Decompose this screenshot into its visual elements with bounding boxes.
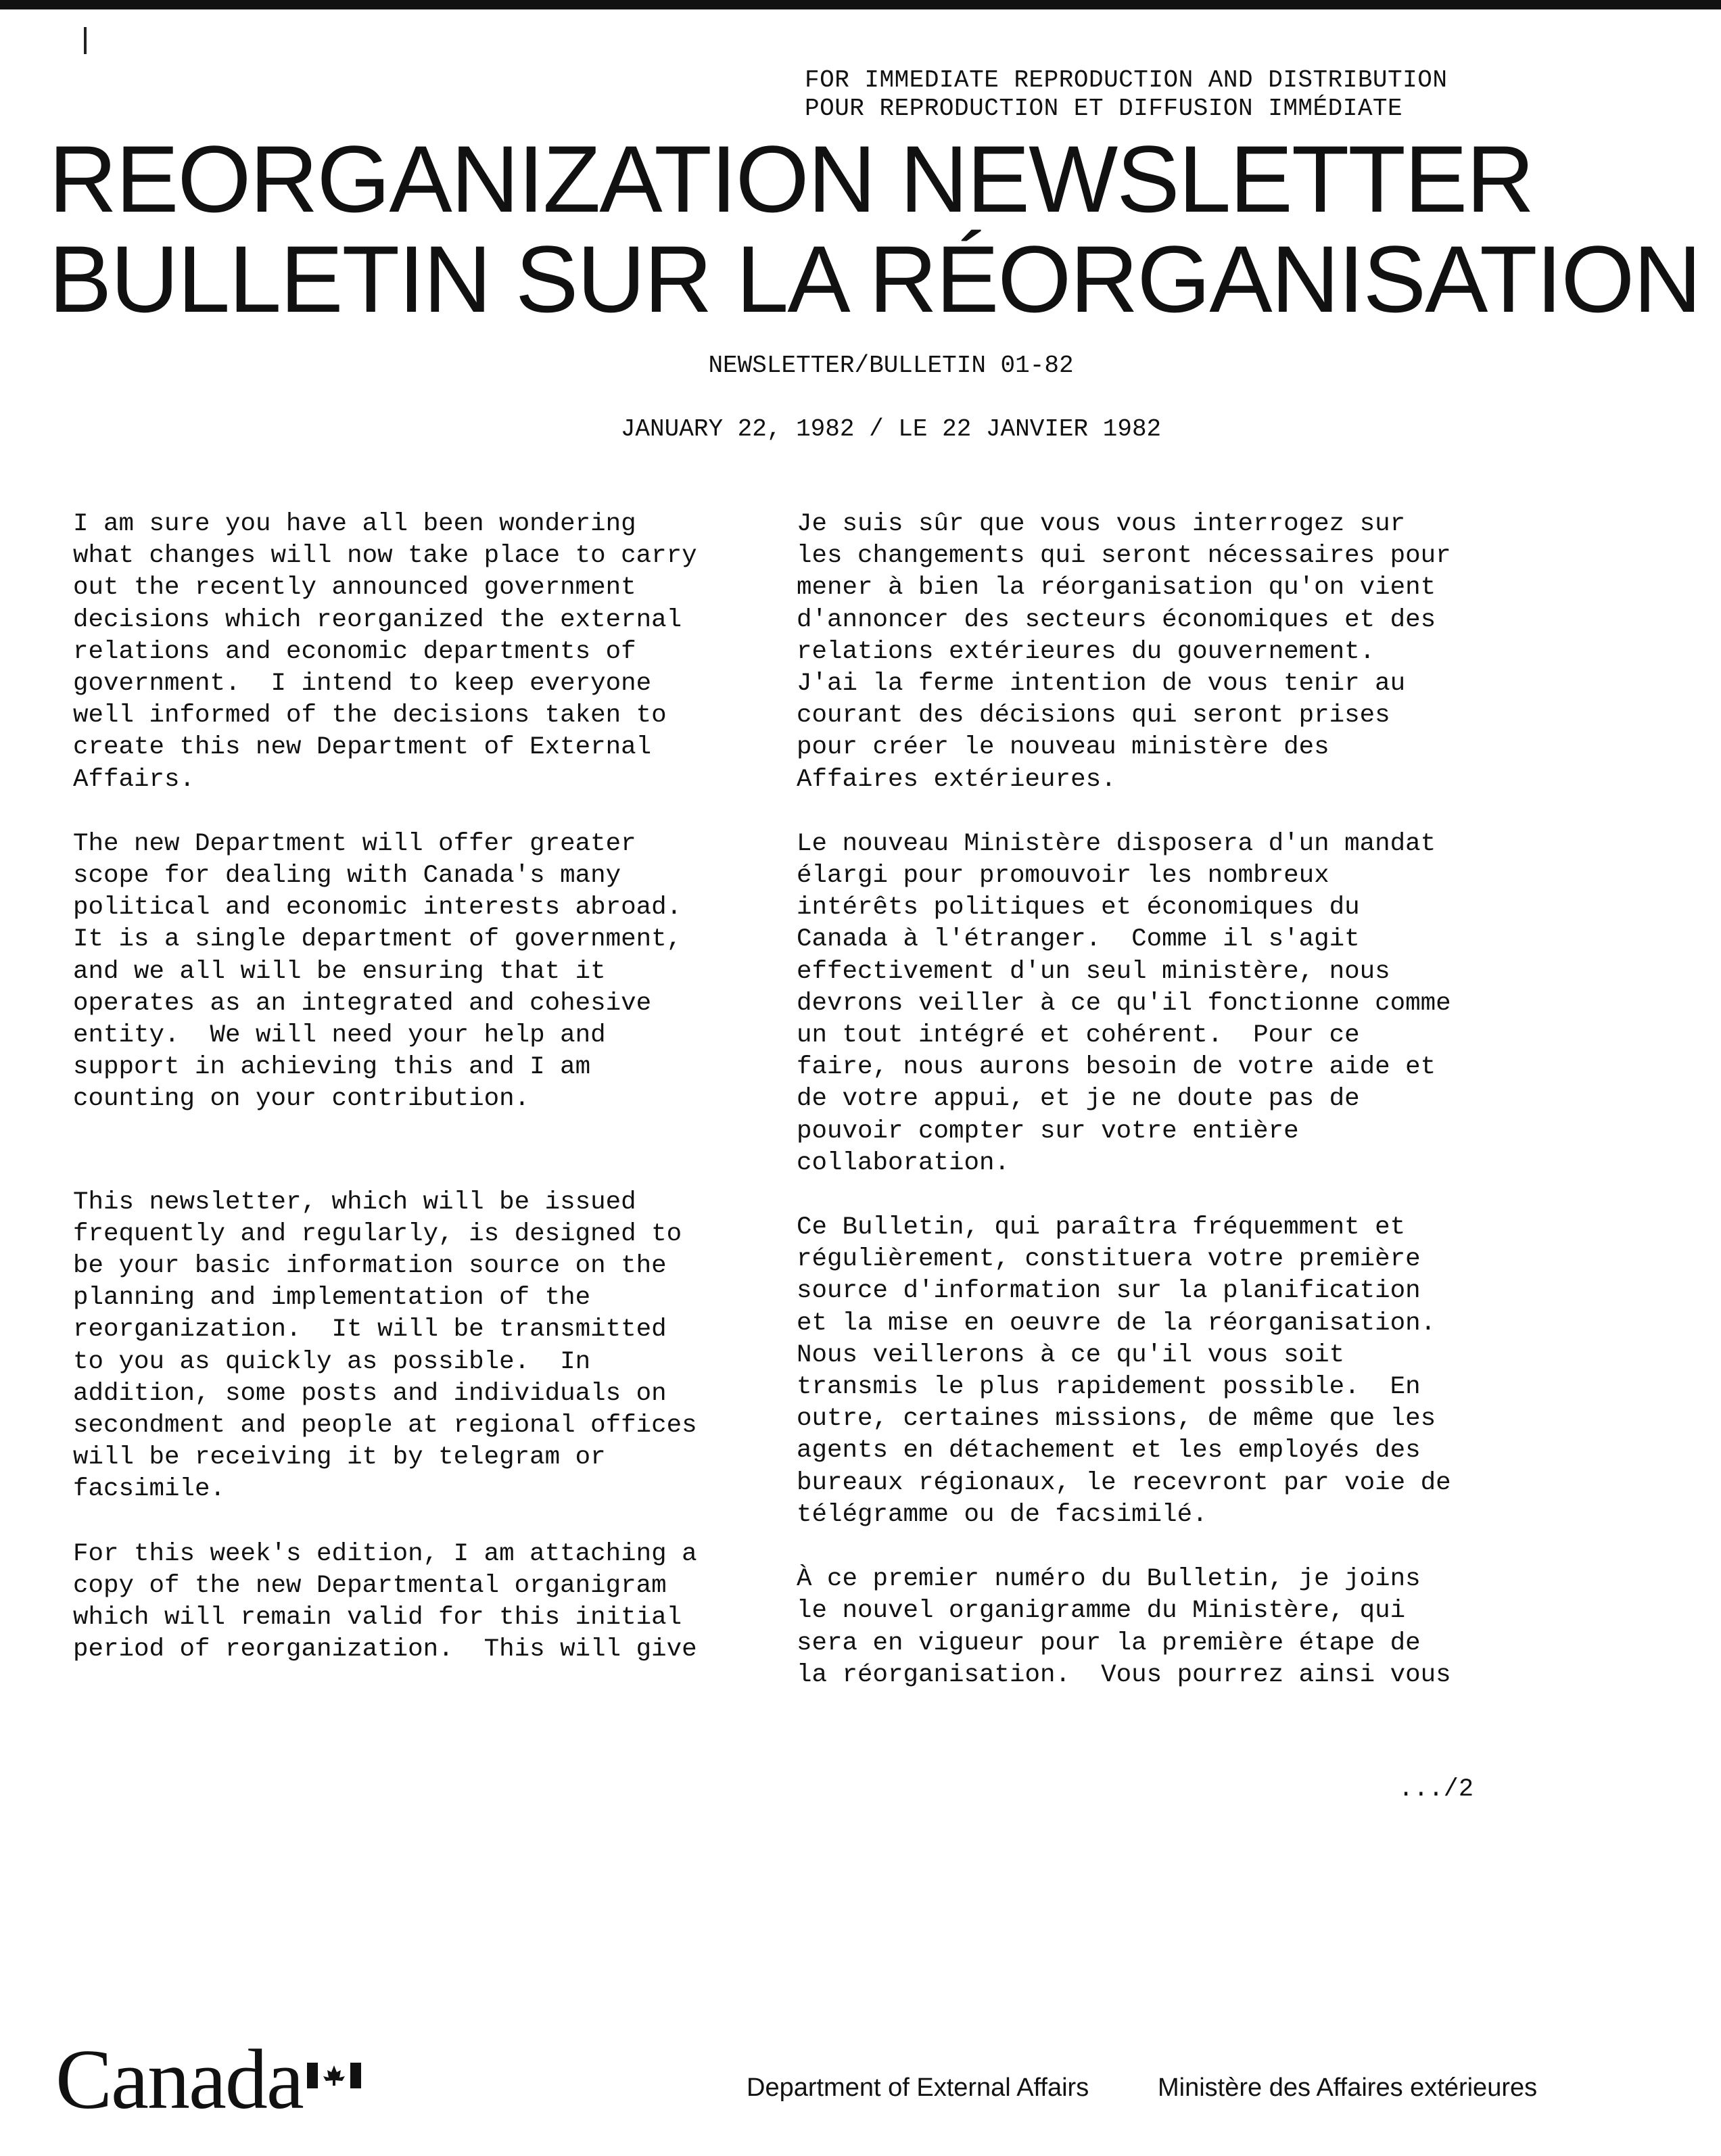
english-paragraph-4: For this week's edition, I am attaching a copy of the new Departmental organigram which will remain valid for this initial period of reorganization. This will give: [73, 1539, 697, 1664]
french-paragraph-3: Ce Bulletin, qui paraîtra fréquemment et régulièrement, constituera votre première source d'information sur la planification et la mise en oeuvre de la réorganisation. Nous veillerons à ce qu'il vous soit transmis le plus rapidement possible. En outre, certaines missions, de même que les agents en détachement et les employés des bureaux régionaux, le recevront par voie de télégramme ou de facsimilé.: [797, 1213, 1451, 1529]
distribution-en: FOR IMMEDIATE REPRODUCTION AND DISTRIBUTION: [805, 66, 1448, 94]
english-paragraph-2: The new Department will offer greater scope for dealing with Canada's many political and economic interests abroad. It is a single department of government, and we all will be ensuring that it operates as an integrated and cohesive entity. We will need your help and support in achieving this and I am counting on your contribution.: [73, 829, 682, 1114]
french-column: [797, 509, 1513, 1691]
footer-department-fr: Ministère des Affaires extérieures: [1158, 2073, 1538, 2102]
canada-flag-icon: [307, 2063, 361, 2088]
distribution-fr: POUR REPRODUCTION ET DIFFUSION IMMÉDIATE: [805, 95, 1403, 122]
scan-mark: [84, 27, 87, 54]
masthead-title-en: REORGANIZATION NEWSLETTER: [49, 126, 1534, 232]
english-paragraph-3: This newsletter, which will be issued frequently and regularly, is designed to be your basic information source on the planning and implementation of the reorganization. It will be transmitted to you as quickly as possible. In addition, some posts and individuals on secondment and people at regional offices will be receiving it by telegram or facsimile.: [73, 1188, 697, 1504]
scan-top-edge: [0, 0, 1721, 9]
footer-department-en: Department of External Affairs: [747, 2073, 1089, 2102]
issue-date: JANUARY 22, 1982 / LE 22 JANVIER 1982: [620, 415, 1162, 443]
page-continued-marker: .../2: [1398, 1775, 1474, 1804]
english-paragraph-1: I am sure you have all been wondering what changes will now take place to carry out the recently announced government decisions which reorganized the external relations and economic departments of government. I intend to keep everyone well informed of the decisions taken to create this new Department of External Affairs.: [73, 510, 697, 794]
french-paragraph-2: Le nouveau Ministère disposera d'un mandat élargi pour promouvoir les nombreux intérêts politiques et économiques du Canada à l'étranger. Comme il s'agit effectivement d'un seul ministère, nous devrons veiller à ce qu'il fonctionne comme un tout intégré et cohérent. Pour ce faire, nous aurons besoin de votre aide et de votre appui, et je ne doute pas de pouvoir compter sur votre entière collaboration.: [797, 829, 1451, 1177]
french-paragraph-1: Je suis sûr que vous vous interrogez sur les changements qui seront nécessaires pour mener à bien la réorganisation qu'on vient d'annoncer des secteurs économiques et des relations extérieures du gouvernement. J'ai la ferme intention de vous tenir au courant des décisions qui seront prises pour créer le nouveau ministère des Affaires extérieures.: [797, 510, 1451, 794]
english-column: [73, 509, 770, 1666]
canada-wordmark: Canada: [55, 2033, 303, 2127]
issue-number: NEWSLETTER/BULLETIN 01-82: [708, 352, 1074, 379]
french-paragraph-4: À ce premier numéro du Bulletin, je joins le nouvel organigramme du Ministère, qui sera en vigueur pour la première étape de la réorganisation. Vous pourrez ainsi vous: [797, 1565, 1451, 1689]
masthead-title-fr: BULLETIN SUR LA RÉORGANISATION: [49, 226, 1701, 332]
distribution-notice: [805, 66, 1447, 123]
